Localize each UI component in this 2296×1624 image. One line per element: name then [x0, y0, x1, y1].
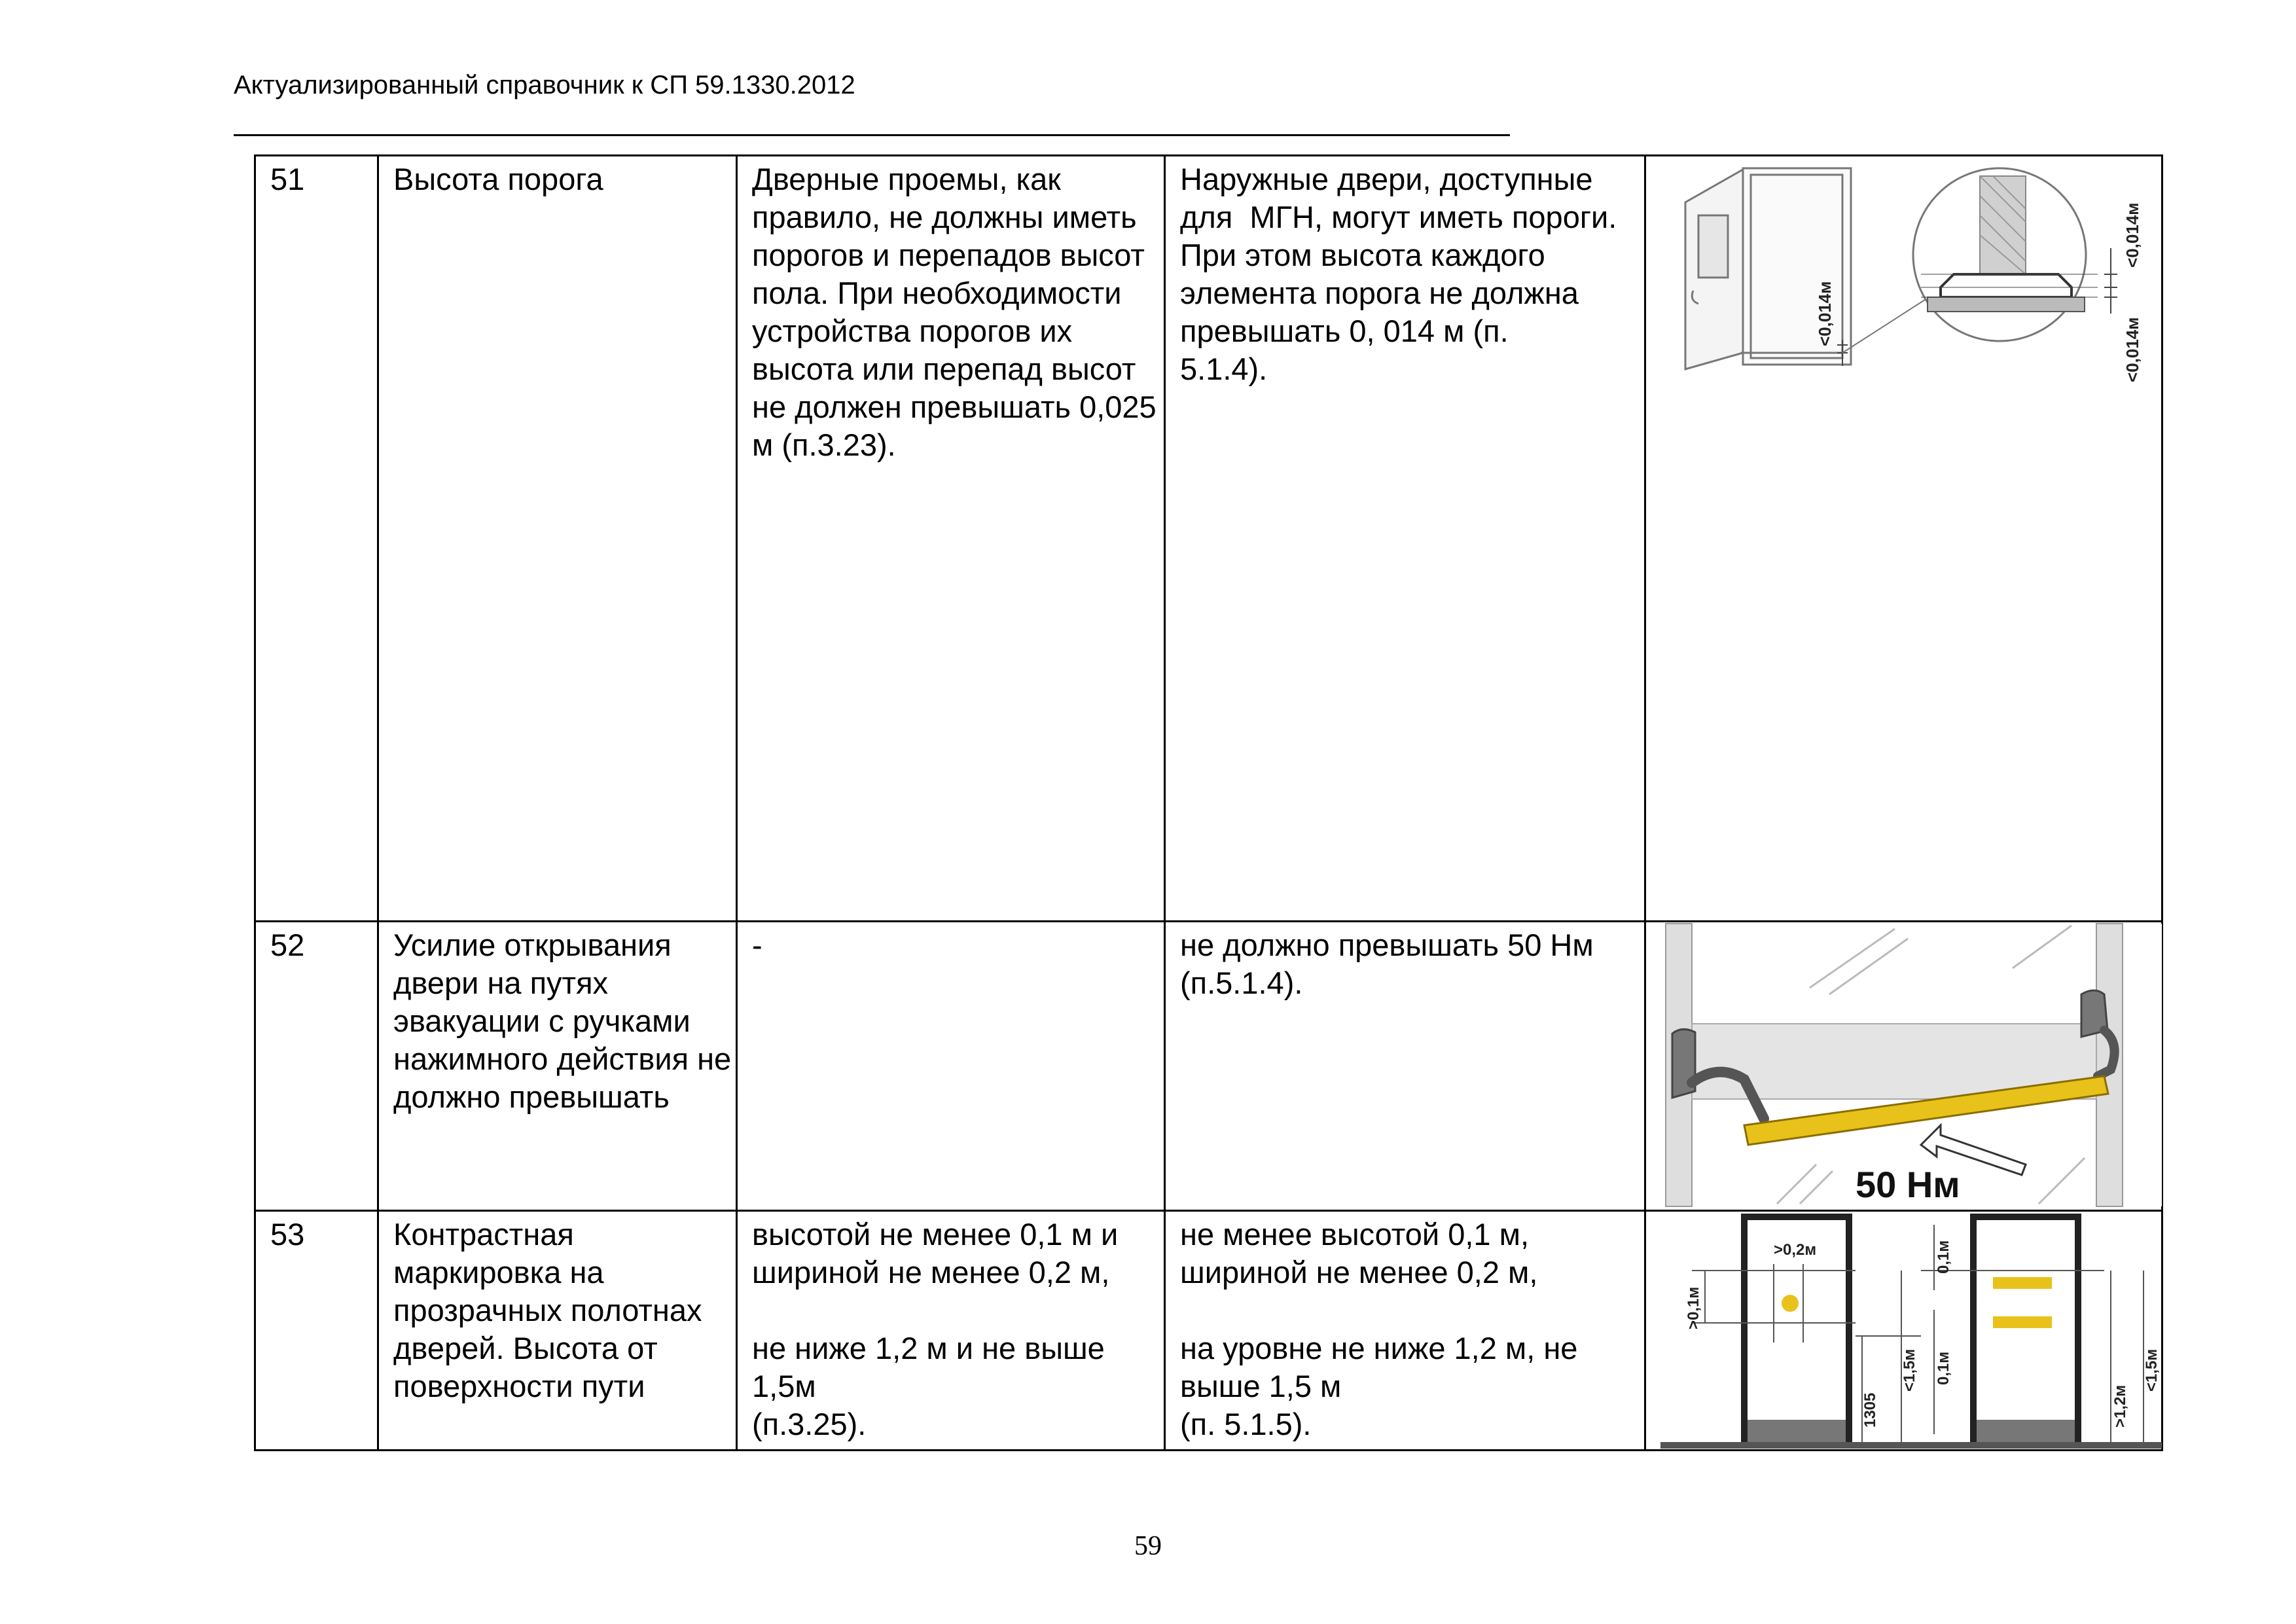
stripe-gap-label-lower: 0,1м: [1935, 1351, 1952, 1385]
new-requirement-size: не менее высотой 0,1 м, шириной не менее 0,2 м,: [1180, 1217, 1547, 1290]
stripe-gap-label-upper: 0,1м: [1935, 1240, 1952, 1274]
upper-threshold-label: <0,014м: [2123, 202, 2142, 268]
header-rule: [234, 134, 1510, 136]
door-force-figure: [1645, 922, 2162, 1211]
new-requirement: не должно превышать 50 Нм (п.5.1.4).: [1165, 922, 1645, 1211]
page-number: 59: [1134, 1531, 1162, 1561]
lower-threshold-label: <0,014м: [2123, 317, 2142, 382]
max-height-label-right: <1,5м: [2143, 1348, 2161, 1392]
old-requirement: [737, 1211, 1165, 1451]
parameter-name: Контрастная маркировка на прозрачных полотнах дверей. Высота от поверхности пути: [378, 1211, 737, 1451]
mark-height-label: >0,1м: [1685, 1286, 1702, 1329]
document-header: Актуализированный справочник к СП 59.1330.2012: [234, 71, 855, 99]
contrast-stripe-lower: [1993, 1316, 2052, 1328]
door-bases: [1660, 1420, 2162, 1449]
table-row: [255, 1211, 2162, 1451]
row-number: 52: [255, 922, 378, 1211]
contrast-marking-figure: [1645, 1211, 2162, 1451]
parameter-name: Усилие открывания двери на путях эвакуации с ручками нажимного действия не должно превышать: [378, 922, 737, 1211]
max-height-label-left: <1,5м: [1901, 1348, 1918, 1392]
parameter-name: Высота порога: [378, 156, 737, 922]
threshold-figure: [1645, 156, 2162, 922]
detail-dimensions: [2104, 248, 2117, 314]
threshold-height-label: <0,014м: [1815, 281, 1835, 346]
requirements-table: [254, 154, 2163, 1451]
new-requirement-reference: (п. 5.1.5).: [1180, 1407, 1312, 1441]
old-requirement-height: не ниже 1,2 м и не выше 1,5м: [752, 1331, 1122, 1403]
old-requirement-size: высотой не менее 0,1 м и шириной не менее 0,2 м,: [752, 1217, 1136, 1290]
height-1305-label: 1305: [1861, 1392, 1879, 1428]
force-value-label: 50 Нм: [1856, 1164, 1960, 1205]
row-number: 53: [255, 1211, 378, 1451]
new-requirement-height: на уровне не ниже 1,2 м, не выше 1,5 м: [1180, 1331, 1595, 1403]
old-requirement: Дверные проемы, как правило, не должны иметь порогов и перепадов высот пола. При необходимости устройства порогов их высота или перепад высот не должен превышать 0,025 м (п.3.23).: [737, 156, 1165, 922]
new-requirement: Наружные двери, доступные для МГН, могут иметь пороги. При этом высота каждого элемента порога не должна превышать 0, 014 м (п. 5.1.4).: [1165, 156, 1645, 922]
new-requirement: [1165, 1211, 1645, 1451]
row-number: 51: [255, 156, 378, 922]
mark-width-label: >0,2м: [1774, 1241, 1817, 1259]
contrast-stripe-upper: [1993, 1277, 2052, 1289]
contrast-circle-mark: [1782, 1295, 1799, 1312]
old-requirement-reference: (п.3.25).: [752, 1407, 867, 1441]
old-requirement: -: [737, 922, 1165, 1211]
table-row: [255, 922, 2162, 1211]
min-height-label: >1,2м: [2111, 1384, 2129, 1428]
magnified-threshold: [1842, 168, 2098, 353]
table-row: [255, 156, 2162, 922]
